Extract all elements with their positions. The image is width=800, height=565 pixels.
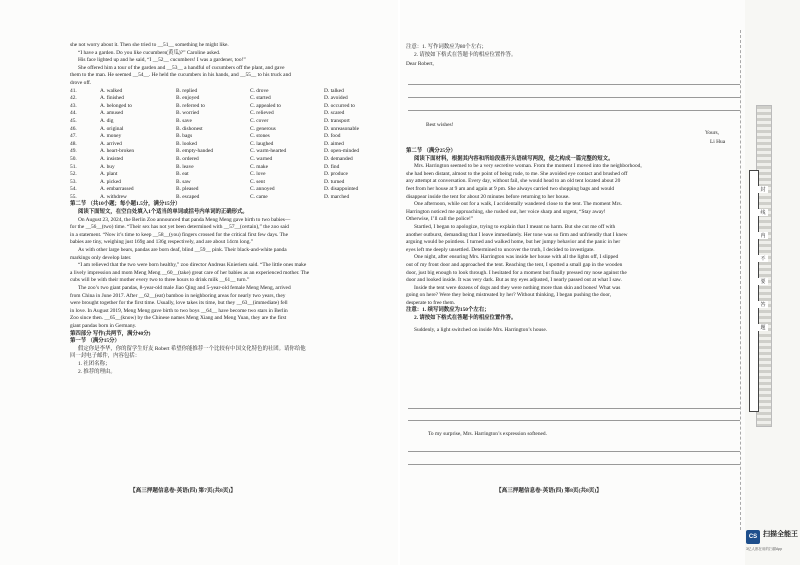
story-line: Mrs. Harrington seemed to be a very secretive woman. From the moment I moved into the neighborhood, <box>414 163 642 170</box>
passage2-line: in love. In August 2019, Meng Meng gave birth to two boys __64__ have become two stars in Berlin <box>70 307 288 314</box>
note-line: 注意：1. 续写词数应为150个左右； <box>406 307 490 314</box>
passage2-line: The zoo’s two giant pandas, 8-year-old male Jiao Qing and 5-year-old female Meng Meng, arrived <box>78 285 291 291</box>
letter-sign-yours: Yours, <box>705 130 719 136</box>
letter-closing: Best wishes! <box>426 122 454 128</box>
story-line: One afternoon, while out for a walk, I accidentally wandered close to the tent. The moment Mrs. <box>414 201 622 208</box>
option-choice: A. walked <box>100 87 123 94</box>
option-choice: B. referred to <box>176 102 205 109</box>
story-line: she had been distant, almost to the point of being rude, to me. She avoided eye contact and brushed off <box>406 170 628 177</box>
option-choice: C. relieved <box>250 110 274 117</box>
story-line: Harrington noticed me approaching, she rushed out, her voice sharp and urgent, “Stay away! <box>406 208 606 215</box>
option-choice: D. turned <box>324 178 345 185</box>
binding-char: 答 <box>758 301 768 308</box>
option-choice: A. amused <box>100 110 124 117</box>
right-page <box>400 0 745 565</box>
option-number: 47. <box>70 133 77 140</box>
options-table <box>70 88 402 202</box>
writing-line <box>408 408 740 409</box>
left-page <box>0 0 398 565</box>
option-number: 46. <box>70 125 77 132</box>
option-choice: D. marched <box>324 193 350 200</box>
right-page-footer: 【高三押题信息卷·英语(四) 第8页(共8页)】 <box>496 488 602 494</box>
option-choice: A. buy <box>100 163 115 170</box>
option-choice: B. enjoyed <box>176 95 200 102</box>
option-number: 44. <box>70 110 77 117</box>
option-choice: D. aimed <box>324 140 344 147</box>
part4-title: 第四部分 写作(共两节，满分40分) <box>70 330 151 337</box>
writing-line <box>408 110 740 111</box>
story-line: Inside the tent were dozens of dogs and they were nothing more than skin and bones! What was <box>414 284 621 291</box>
option-choice: D. scared <box>324 110 345 117</box>
option-choice: A. finished <box>100 95 124 102</box>
binding-box <box>749 170 759 412</box>
option-choice: D. occurred to <box>324 102 355 109</box>
writing-line <box>408 420 740 421</box>
option-choice: A. money <box>100 133 122 140</box>
part4-section1-title: 第一节 （满分15分） <box>70 338 120 345</box>
letter-greeting: Dear Robert, <box>406 61 434 68</box>
option-choice: B. eat <box>176 171 189 178</box>
task-line: 1. 社团名称； <box>78 360 111 367</box>
note-line: 2. 请按如下格式在答题卡的相应位置作答。 <box>414 51 517 58</box>
option-choice: B. ordered <box>176 155 199 162</box>
option-choice: D. demanded <box>324 155 353 162</box>
option-choice: B. save <box>176 117 192 124</box>
option-number: 43. <box>70 102 77 109</box>
option-choice: B. escaped <box>176 193 200 200</box>
note-line: 2. 请按如下格式在答题卡的相应位置作答。 <box>414 315 517 322</box>
option-choice: B. looked <box>176 140 197 147</box>
option-choice: A. withdrew <box>100 193 127 200</box>
passage-line: she not worry about it. Then she tried to __51__ something he might like. <box>70 42 229 48</box>
option-number: 54. <box>70 186 77 193</box>
option-choice: D. disappointed <box>324 186 359 193</box>
option-choice: A. dig <box>100 117 114 124</box>
binding-char: 封 <box>758 186 768 193</box>
story-line: Otherwise, I’ll call the police!” <box>406 216 474 223</box>
option-choice: C. stones <box>250 133 270 140</box>
cut-line <box>740 30 741 530</box>
camscanner-name: 扫描全能王 <box>763 531 798 538</box>
option-choice: C. laughed <box>250 140 274 147</box>
binding-char: 要 <box>758 278 768 285</box>
option-choice: A. arrived <box>100 140 122 147</box>
story-line: any attempt at conversation. Every day, without fail, she would head to an old tent located about 20 <box>406 178 621 185</box>
task-line: 假定你是李华，你的留学生好友 Robert 希望你能推荐一个比较有中国文化特色的社团。请你给他 <box>78 345 306 352</box>
passage2-line: “I am relieved that the two were born healthy,” zoo director Andreas Knieriem said. “The little ones make <box>78 262 307 269</box>
option-choice: B. leave <box>176 163 194 170</box>
writing-line <box>408 451 740 452</box>
note-line: 注意：1. 写作词数应为80个左右； <box>406 44 487 50</box>
passage2-line: a lively impression and mom Meng Meng __60__(take) great care of her babies as an experienced mother. The <box>70 269 310 276</box>
continuation-para1-opening: Suddenly, a light switched on inside Mrs. Harrington’s house. <box>414 326 548 333</box>
continuation-para2-opening: To my surprise, Mrs. Harrington’s expression softened. <box>428 431 547 437</box>
option-choice: C. annoyed <box>250 186 275 193</box>
story-line: Startled, I began to apologize, trying to explain that I meant no harm. But she cut me off with <box>414 223 616 230</box>
option-choice: A. plant <box>100 171 118 178</box>
task-line: 回一封电子邮件，内容包括： <box>70 353 141 360</box>
option-choice: A. belonged to <box>100 102 132 109</box>
option-choice: D. produce <box>324 171 348 178</box>
option-choice: B. empty-handed <box>176 148 214 155</box>
story-line: One night, after ensuring Mrs. Harrington was inside her house with all the lights off, I slipped <box>414 254 619 261</box>
passage-line: “I have a garden. Do you like cucumbers(黄瓜)?” Caroline asked. <box>78 49 221 56</box>
left-page-footer: 【高三押题信息卷·英语(四) 第7页(共8页)】 <box>130 488 236 494</box>
passage2-line: were brought together for the first time. Usually, love takes its time, but they __63__(immediate) fell <box>70 300 288 307</box>
binding-char: 线 <box>758 209 768 216</box>
story-line: desperate to free them. <box>406 299 456 306</box>
option-choice: A. embarrassed <box>100 186 134 193</box>
camscanner-logo-icon: CS <box>746 530 760 544</box>
task-line: 2. 推荐的理由。 <box>78 368 116 375</box>
option-choice: D. find <box>324 163 340 170</box>
option-choice: B. replied <box>176 87 198 94</box>
option-choice: C. make <box>250 163 268 170</box>
option-number: 48. <box>70 140 77 147</box>
option-number: 50. <box>70 155 77 162</box>
left-column <box>70 42 402 376</box>
option-choice: C. warm-hearted <box>250 148 287 155</box>
section2-title: 第二节 （共10小题；每小题1.5分，满分15分） <box>70 201 181 208</box>
option-choice: C. sent <box>250 178 265 185</box>
story-line: feet from her house at 9 am and again at 9 pm. She always carried two shopping bags and would <box>406 185 615 192</box>
passage-line: them to the man. He seemed __54__. He held the cucumbers in his hands, and __55__ to his truck and <box>70 72 291 79</box>
passage2-line: giant pandas born in Germany. <box>70 322 137 329</box>
section2-title: 第二节 （满分25分） <box>406 148 456 154</box>
option-choice: D. open-minded <box>324 148 360 155</box>
passage2-line: markings only develop later. <box>70 254 132 261</box>
passage2-line: in a statement. “Now it’s time to keep __58__(you) fingers crossed for the critical first few days. The <box>70 231 289 238</box>
option-choice: C. generous <box>250 125 276 132</box>
option-choice: A. picked <box>100 178 121 185</box>
option-choice: B. worried <box>176 110 200 117</box>
camscanner-tagline: 3亿人都在用的扫描App <box>746 547 783 551</box>
passage2-line: from China in June 2017. After __62__(eat) bamboo in neighboring areas for nearly two years, they <box>70 292 286 299</box>
option-choice: C. started <box>250 95 271 102</box>
story-line: arguing would be pointless. I turned and walked home, but her jumpy behavior and the panic in her <box>406 239 621 246</box>
option-number: 51. <box>70 163 77 170</box>
option-choice: D. transport <box>324 117 350 124</box>
story-line: door, just big enough to look through. I hesitated for a moment but finally pressed my nose against the <box>406 269 627 276</box>
option-choice: C. appealed to <box>250 102 281 109</box>
passage2-line: On August 23, 2024, the Berlin Zoo announced that panda Meng Meng gave birth to two babies— <box>78 216 291 223</box>
option-number: 41. <box>70 87 77 94</box>
passage2-line: babies are tiny, weighing just 169g and 136g respectively, and are about 14cm long.” <box>70 239 254 246</box>
option-number: 45. <box>70 117 77 124</box>
writing-line <box>408 464 740 465</box>
section2-instruction: 阅读下面材料，根据其内容和所给段落开头语续写两段，使之构成一篇完整的短文。 <box>414 155 614 162</box>
option-choice: A. insisted <box>100 155 124 162</box>
option-choice: A. original <box>100 125 124 132</box>
story-line: out of my front door and approached the tent. Reaching the tent, I spotted a small gap in the wooden <box>406 261 623 268</box>
option-choice: B. dishonest <box>176 125 203 132</box>
letter-sign-name: Li Hua <box>710 139 726 145</box>
passage-line: His face lighted up and he said, “I __52__ cucumbers! I was a gardener, too!” <box>78 57 246 64</box>
option-choice: B. bags <box>176 133 193 140</box>
passage-line: drove off. <box>70 79 92 86</box>
option-number: 49. <box>70 148 77 155</box>
option-choice: C. drove <box>250 87 269 94</box>
binding-char: 内 <box>758 232 768 239</box>
option-number: 53. <box>70 178 77 185</box>
option-choice: D. talked <box>324 87 344 94</box>
passage2-line: cubs will be with their mother every two to three hours to drink milk __61__ turn.” <box>70 277 250 284</box>
writing-line <box>408 84 740 85</box>
option-choice: D. unreasonable <box>324 125 360 132</box>
option-choice: C. love <box>250 171 266 178</box>
option-choice: D. avoided <box>324 95 348 102</box>
passage2-line: for the __56__(two) time. “Their sex has not yet been determined with __57__(certain),” the zoo said <box>70 224 289 231</box>
story-line: going on here? Were they being mistreated by her? Without thinking, I began pushing the door, <box>406 292 612 299</box>
option-choice: C. cover <box>250 117 269 124</box>
option-number: 52. <box>70 171 77 178</box>
option-choice: B. pleased <box>176 186 199 193</box>
option-choice: A. heart-broken <box>100 148 135 155</box>
option-choice: D. food <box>324 133 341 140</box>
option-choice: C. came <box>250 193 268 200</box>
passage2-line: Zoo since then. __65__(know) by the Chinese names Meng Xiang and Meng Yuan, they are the first <box>70 315 287 322</box>
story-line: door and looked inside. It was very dark. But as my eyes adjusted, I nearly passed out at what I saw. <box>406 277 622 284</box>
section2-instruction: 阅读下面短文，在空白处填入1个适当的单词或括号内单词的正确形式。 <box>78 209 248 216</box>
right-notes-top <box>406 44 516 69</box>
option-number: 42. <box>70 95 77 102</box>
binding-char: 不 <box>758 255 768 262</box>
option-choice: C. warned <box>250 155 273 162</box>
story-line: another outburst, demanding that I leave immediately. Her tone was so firm and unfriendly that I knew <box>406 231 628 238</box>
story-line: eyes left me deeply unsettled. Determined to uncover the truth, I decided to investigate. <box>406 246 595 253</box>
binding-char: 题 <box>758 324 768 331</box>
option-number: 55. <box>70 193 77 200</box>
option-choice: B. saw <box>176 178 191 185</box>
story-line: disappear inside the tent for about 20 minutes before returning to her house. <box>406 193 570 200</box>
passage2-line: As with other large bears, pandas are born deaf, blind __59__ pink. Their black-and-white panda <box>78 247 287 254</box>
passage-line: She offered him a tour of the garden and __53__ a handful of cucumbers off the plant, and gave <box>78 64 285 71</box>
right-story-column <box>406 148 642 334</box>
writing-line <box>408 97 740 98</box>
